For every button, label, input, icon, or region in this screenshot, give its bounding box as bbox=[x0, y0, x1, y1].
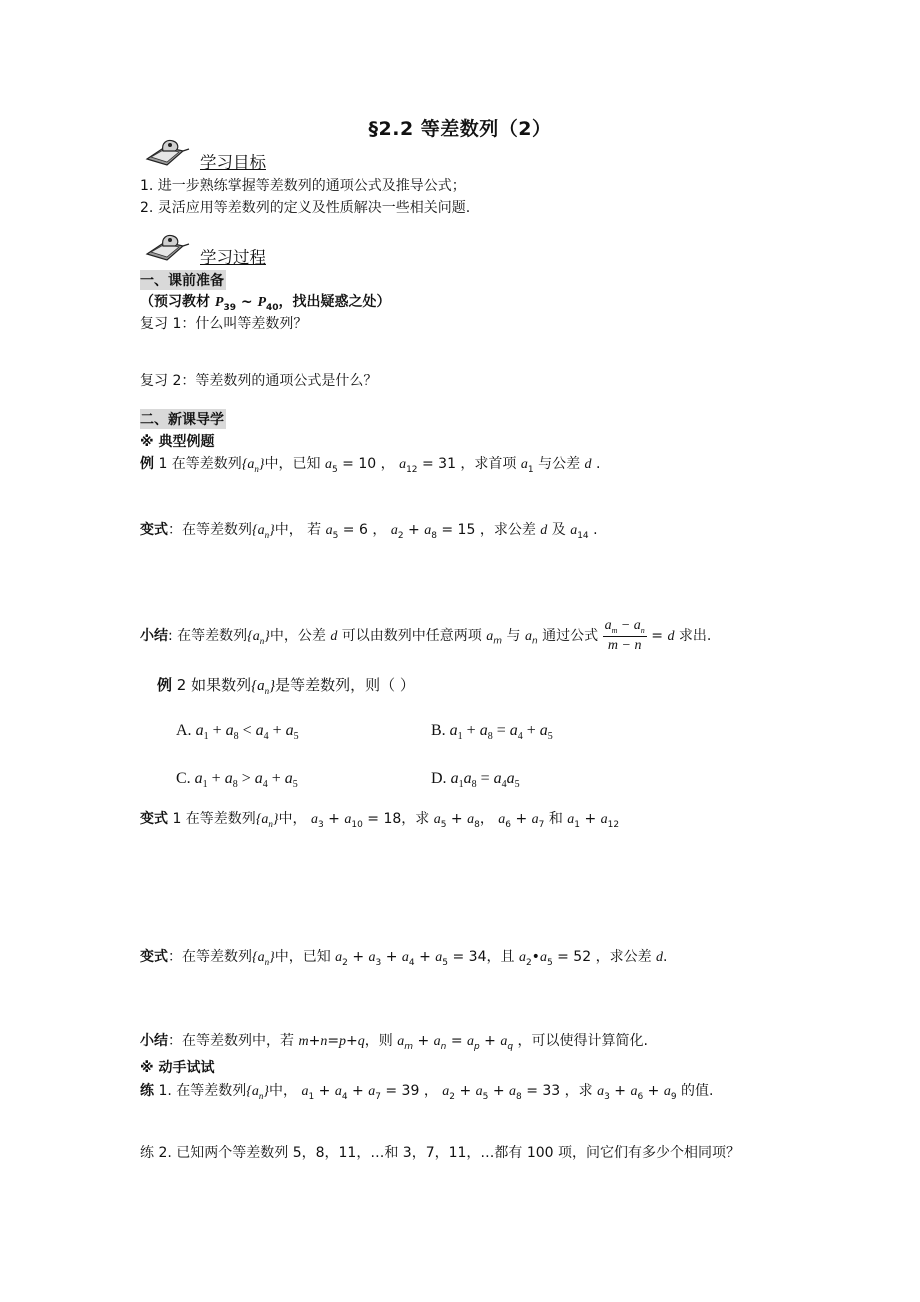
example-1: 例 1 在等差数列$\{a_n\}$中，已知 $a_5 = 10$ ， $a_{12} = 31$ ，求首项 $a_1$ 与公差 d . bbox=[140, 456, 601, 475]
option-a: A. $a_1 + a_8 < a_4 + a_5$ bbox=[176, 722, 299, 743]
book-reading-icon bbox=[143, 232, 191, 262]
practice-1: 练 1. 在等差数列$\{a_n\}$中， $a_1 + a_4 + a_7 = 39$ ， $a_2 + a_5 + a_8 = 33$ ，求 $a_3 + a_6 + a_9$ 的值. bbox=[140, 1083, 714, 1102]
section-label: 二、新课导学 bbox=[140, 409, 226, 429]
examples-label: ※ 典型例题 bbox=[140, 434, 215, 450]
variant-3: 变式：在等差数列$\{a_n\}$中，已知 $a_2 + a_3 + a_4 + a_5 = 34$，且 $a_2•a_5 = 52$ ，求公差 d. bbox=[140, 949, 668, 968]
practice-2: 练 2. 已知两个等差数列 5，8，11，…和 3，7，11，…都有 100 项，问它们有多少个相同项？ bbox=[140, 1145, 741, 1161]
review-question: 复习 1：什么叫等差数列？ bbox=[140, 316, 308, 332]
formula-fraction: $\frac{a_m - a_n}{m - n}$ bbox=[604, 618, 645, 653]
section-label: 一、课前准备 bbox=[140, 270, 226, 290]
option-b: B. $a_1 + a_8 = a_4 + a_5$ bbox=[431, 722, 553, 743]
option-c: C. $a_1 + a_8 > a_4 + a_5$ bbox=[176, 770, 298, 791]
variant-2: 变式 1 在等差数列$\{a_n\}$中， $a_3 + a_{10} = 18$，求 $a_5 + a_8$， $a_6 + a_7$ 和 $a_1 + a_{12}$ bbox=[140, 811, 620, 830]
option-d: D. $a_1a_8 = a_4a_5$ bbox=[431, 770, 520, 791]
summary-2: 小结：在等差数列中，若 m+n=p+q，则 $a_m + a_n = a_p + a_q$ ，可以使得计算简化. bbox=[140, 1033, 648, 1052]
variant-1: 变式：在等差数列$\{a_n\}$中， 若 $a_5 = 6$ ， $a_2 + a_8 = 15$ ，求公差 d 及 $a_{14}$ . bbox=[140, 522, 598, 541]
goal-item: 2. 灵活应用等差数列的定义及性质解决一些相关问题. bbox=[140, 200, 471, 216]
summary-1: 小结: 在等差数列$\{a_n\}$中，公差 d 可以由数列中任意两项 $a_m$ 与 $a_n$ 通过公式 $\frac{a_m - a_n}{m - n}$ = d 求出. bbox=[140, 618, 712, 653]
process-heading: 学习过程 bbox=[200, 248, 266, 267]
goals-heading: 学习目标 bbox=[200, 153, 266, 172]
book-reading-icon bbox=[143, 137, 191, 167]
example-2: 例 2 如果数列$\{a_n\}$是等差数列，则（ ） bbox=[157, 676, 415, 696]
review-question: 复习 2：等差数列的通项公式是什么？ bbox=[140, 373, 378, 389]
goal-item: 1. 进一步熟练掌握等差数列的通项公式及推导公式； bbox=[140, 178, 466, 194]
practice-label: ※ 动手试试 bbox=[140, 1060, 215, 1076]
preview-note: （预习教材 $P_{39}$ ~ $P_{40}$，找出疑惑之处） bbox=[140, 294, 391, 313]
page-title: §2.2 等差数列（2） bbox=[368, 118, 552, 140]
